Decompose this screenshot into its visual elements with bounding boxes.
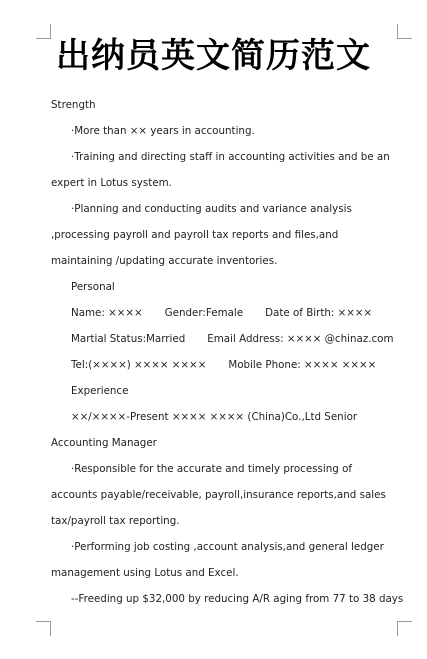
personal-tel: Tel:(××××) ×××× ××××	[71, 359, 207, 371]
crop-mark-bottom-right	[397, 621, 412, 636]
experience-item: ·Responsible for the accurate and timely processing of accounts payable/receivable, payroll,insurance reports,and sales tax/payroll tax reporting.	[51, 463, 386, 527]
strength-item: ·Planning and conducting audits and variance analysis ,processing payroll and payroll tax reports and files,and maintaining /updating accurate inventories.	[51, 203, 352, 267]
experience-item: --Freeding up $32,000 by reducing A/R aging from 77 to 38 days	[71, 593, 404, 605]
personal-marital: Martial Status:Married	[71, 333, 186, 345]
personal-gender: Gender:Female	[164, 307, 244, 319]
personal-dob: Date of Birth: ××××	[265, 307, 373, 319]
personal-name: Name: ××××	[71, 307, 143, 319]
experience-position: ××/××××-Present ×××× ×××× (China)Co.,Ltd Senior Accounting Manager	[51, 411, 358, 449]
experience-heading: Experience	[71, 385, 129, 397]
document-title: 出纳员英文简历范文	[56, 36, 371, 76]
personal-row-2	[51, 326, 401, 352]
resume-body	[51, 92, 404, 612]
experience-item: ·Performing job costing ,account analysis,and general ledger management using Lotus and Excel.	[51, 541, 384, 579]
personal-row-1	[51, 300, 401, 326]
personal-row-3	[51, 352, 401, 378]
crop-mark-bottom-left	[36, 621, 51, 636]
personal-mobile: Mobile Phone: ×××× ××××	[228, 359, 377, 371]
strength-item: ·Training and directing staff in accounting activities and be an expert in Lotus system.	[51, 151, 390, 189]
personal-email: Email Address: ×××× @chinaz.com	[207, 333, 394, 345]
strength-heading: Strength	[51, 99, 96, 111]
strength-item: ·More than ×× years in accounting.	[71, 125, 255, 137]
personal-heading: Personal	[71, 281, 115, 293]
